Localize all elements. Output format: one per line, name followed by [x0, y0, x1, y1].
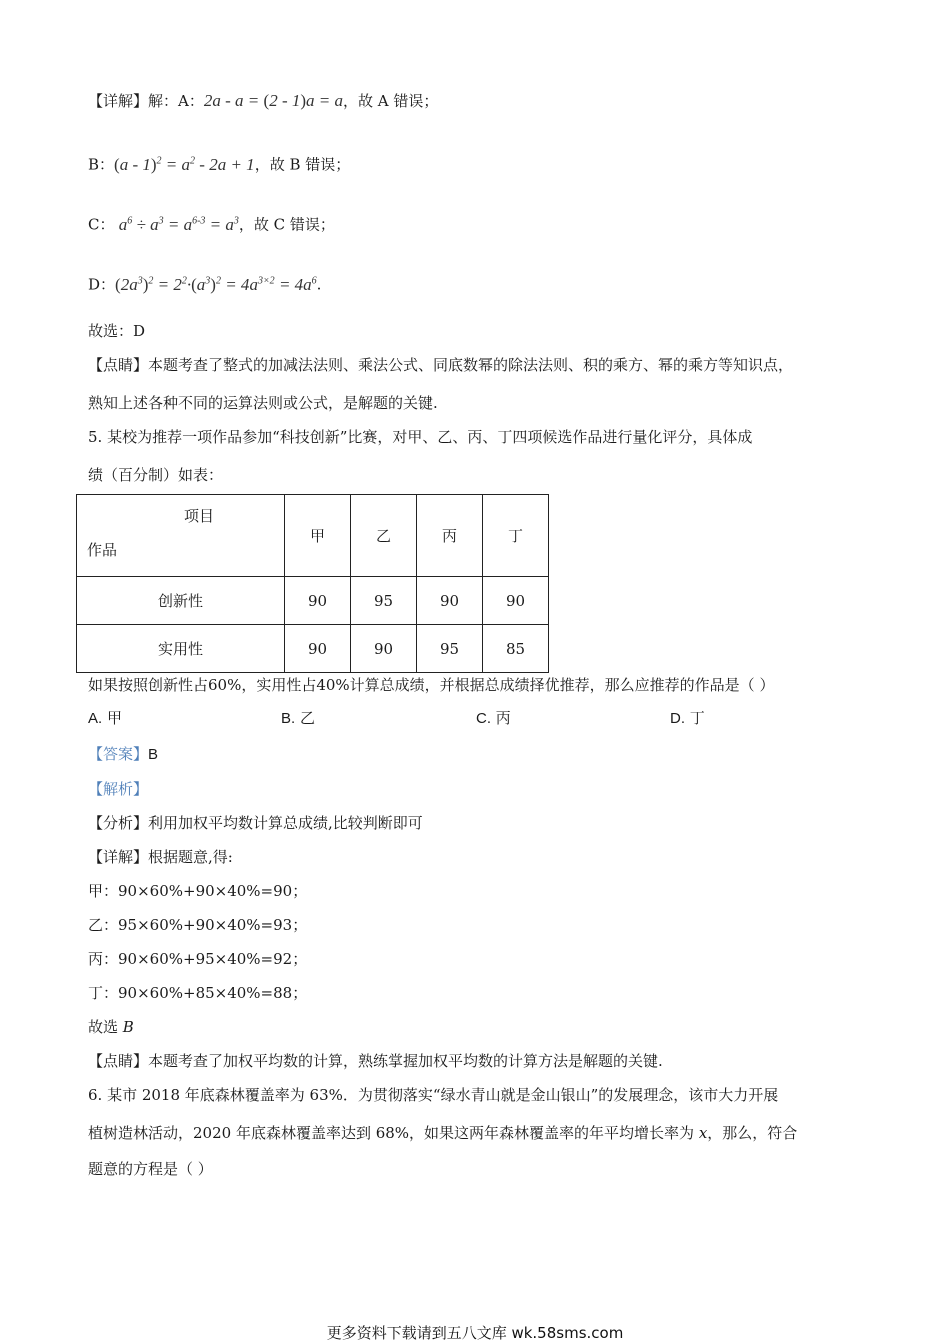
score-cell: 90: [285, 577, 351, 625]
formula-b: $(a - 1)^2 = a^2 - 2a + 1$: [114, 154, 255, 174]
d-suffix: .: [316, 275, 322, 294]
q6-line-2: [88, 1122, 797, 1144]
calc-yi: 乙：95×60%+90×40%=93；: [88, 916, 308, 934]
option-b: [281, 707, 315, 728]
formula-d: $(2a^3)^2 = 2^2\cdot(a^3)^2 = 4a^{3\times 2} = 4a^6$: [115, 274, 317, 294]
option-c: [476, 707, 511, 728]
formula-a: 2a - a = (2 - 1)a = a: [203, 91, 344, 110]
option-d: [670, 707, 705, 728]
q6-line-3: 题意的方程是（ ）: [88, 1160, 213, 1178]
option-text: 丙: [495, 709, 511, 727]
xiangjie-label: 【详解】: [88, 92, 149, 110]
option-letter: C.: [476, 710, 491, 727]
score-cell: 95: [417, 625, 483, 673]
q4-dianjing-2: 熟知上述各种不同的运算法则或公式，是解题的关键.: [88, 394, 438, 412]
calc-ding: 丁：90×60%+85×40%=88；: [88, 984, 308, 1002]
score-cell: 85: [483, 625, 549, 673]
q5-stem-1: 5. 某校为推荐一项作品参加“科技创新”比赛，对甲、乙、丙、丁四项候选作品进行量化评分，具体成: [88, 428, 753, 446]
answer-value: B: [148, 746, 159, 763]
header-bing: 丙: [417, 495, 483, 577]
calc-jia: 甲：90×60%+90×40%=90；: [88, 882, 308, 900]
q6-line-1: 6. 某市 2018 年底森林覆盖率为 63%．为贯彻落实“绿水青山就是金山银山”的发展理念，该市大力开展: [88, 1086, 779, 1104]
answer-label: 【答案】: [88, 745, 149, 763]
option-text: 乙: [299, 709, 315, 727]
footer-text: 更多资料下载请到五八文库 wk.58sms.com: [326, 1324, 624, 1342]
option-letter: B.: [281, 710, 296, 727]
option-text: 甲: [106, 709, 122, 727]
q6-line-2-a: 植树造林活动，2020 年底森林覆盖率达到 68%，如果这两年森林覆盖率的年平均增长率为: [88, 1124, 699, 1142]
d-prefix: D：: [88, 275, 116, 294]
q4-line-c: [88, 210, 335, 236]
row-label: 创新性: [77, 577, 285, 625]
option-letter: A.: [88, 710, 103, 727]
q5-stem-2: 绩（百分制）如表：: [88, 466, 224, 484]
jie-text: 解：A：: [148, 92, 204, 110]
table-row: [77, 625, 549, 673]
q5-dianjing: 【点睛】本题考查了加权平均数的计算，熟练掌握加权平均数的计算方法是解题的关键.: [88, 1052, 663, 1070]
calc-bing: 丙：90×60%+95×40%=92；: [88, 950, 308, 968]
q4-dianjing-1: 【点睛】本题考查了整式的加减法法则、乘法公式、同底数幂的除法法则、积的乘方、幂的乘方等知识点，: [88, 356, 794, 374]
c-prefix: C：: [88, 215, 115, 234]
b-suffix: ，故 B 错误；: [254, 155, 351, 174]
header-jia: 甲: [285, 495, 351, 577]
row-label: 实用性: [77, 625, 285, 673]
table-corner-cell: [77, 495, 285, 577]
q4-line-b: [88, 150, 350, 176]
corner-top-label: 项目: [184, 507, 215, 525]
q4-line-d: [88, 270, 321, 296]
b-prefix: B：: [88, 155, 115, 174]
c-suffix: ，故 C 错误；: [238, 215, 335, 234]
score-cell: 90: [351, 625, 417, 673]
q5-choose: [88, 1016, 134, 1038]
score-cell: 90: [483, 577, 549, 625]
choose-value: B: [122, 1018, 134, 1036]
score-cell: 90: [285, 625, 351, 673]
option-a: [88, 707, 122, 728]
q5-options: [88, 707, 868, 731]
analysis-label: 【解析】: [88, 780, 149, 798]
option-text: 丁: [689, 709, 705, 727]
answer-line: [88, 743, 158, 766]
score-cell: 90: [417, 577, 483, 625]
option-letter: D.: [670, 710, 685, 727]
a-suffix: ，故 A 错误；: [343, 92, 439, 110]
score-cell: 95: [351, 577, 417, 625]
q4-line-a: [88, 90, 438, 112]
choose-prefix: 故选: [88, 1018, 123, 1036]
header-yi: 乙: [351, 495, 417, 577]
q6-line-2-b: ，那么，符合: [707, 1124, 798, 1142]
q5-xiangjie: 【详解】根据题意,得:: [88, 848, 233, 866]
q4-answer: 故选：D: [88, 322, 146, 340]
q6-variable: x: [698, 1124, 708, 1142]
table-row: [77, 577, 549, 625]
q5-question: 如果按照创新性占60%，实用性占40%计算总成绩，并根据总成绩择优推荐，那么应推荐的作品是（ ）: [88, 676, 775, 694]
q5-fenxi: 【分析】利用加权平均数计算总成绩,比较判断即可: [88, 814, 423, 832]
formula-c: $a^6 \div a^3 = a^{6-3} = a^3$: [118, 214, 239, 234]
corner-bottom-label: 作品: [87, 541, 118, 559]
score-table: [76, 494, 549, 673]
header-ding: 丁: [483, 495, 549, 577]
